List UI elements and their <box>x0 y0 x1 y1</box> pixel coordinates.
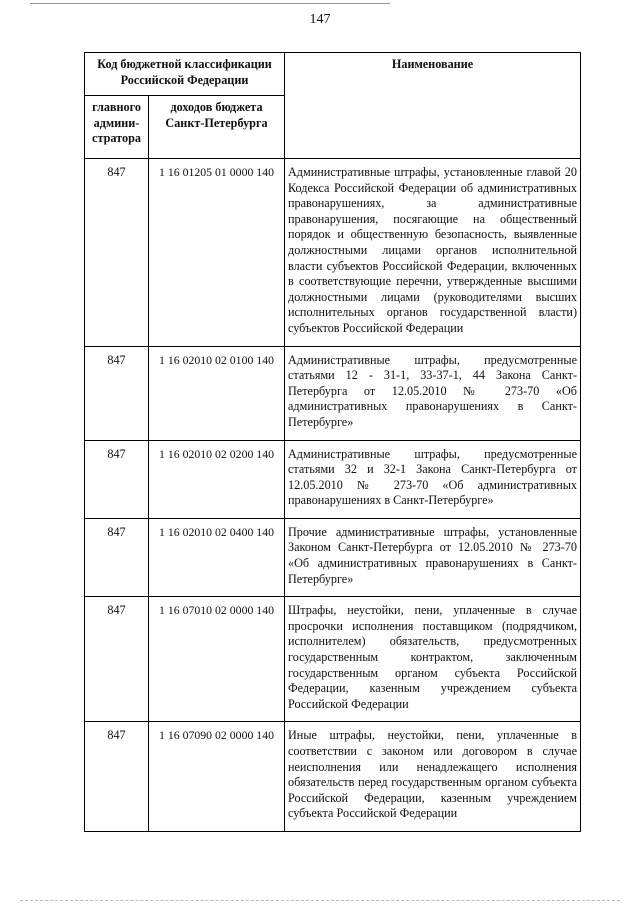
income-code-cell: 1 16 02010 02 0100 140 <box>149 346 285 440</box>
bottom-rule <box>20 900 620 901</box>
table-row <box>85 159 581 347</box>
table-row <box>85 597 581 722</box>
admin-code-cell: 847 <box>85 346 149 440</box>
admin-code-cell: 847 <box>85 518 149 596</box>
name-cell: Административные штрафы, предусмотренные статьями 12 - 31-1, 33-37-1, 44 Закона Санкт-Петербурга от 12.05.2010 № 273-70 «Об административных правонарушениях в Санкт-Петербурге» <box>285 346 581 440</box>
table-row <box>85 722 581 832</box>
header-admin: главного админи-стратора <box>85 96 149 159</box>
income-code-cell: 1 16 07090 02 0000 140 <box>149 722 285 832</box>
header-income: доходов бюджета Санкт-Петербурга <box>149 96 285 159</box>
income-code-cell: 1 16 02010 02 0200 140 <box>149 440 285 518</box>
name-cell: Штрафы, неустойки, пени, уплаченные в случае просрочки исполнения поставщиком (подрядчиком, исполнителем) обязательств, предусмотренных государственным контрактом, заключенным государственным органом субъекта Российской Федерации, казенным учреждением субъекта Российской Федерации <box>285 597 581 722</box>
top-rule <box>30 3 390 4</box>
name-cell: Иные штрафы, неустойки, пени, уплаченные в соответствии с законом или договором в случае неисполнения или ненадлежащего исполнения обязательств перед государственным органом субъекта Российской Федерации, казенным учреждением субъекта Российской Федерации <box>285 722 581 832</box>
header-name: Наименование <box>285 53 581 159</box>
name-cell: Прочие административные штрафы, установленные Законом Санкт-Петербурга от 12.05.2010 № 273-70 «Об административных правонарушениях в Санкт-Петербурге» <box>285 518 581 596</box>
income-code-cell: 1 16 07010 02 0000 140 <box>149 597 285 722</box>
name-cell: Административные штрафы, установленные главой 20 Кодекса Российской Федерации об административных правонарушениях, за административные правонарушения, посягающие на общественный порядок и общественную безопасность, выявленные должностными лицами органов исполнительной власти субъектов Российской Федерации, включенных в соответствующие перечни, утвержденные высшими должностными лицами (руководителями высших исполнительных органов государственной власти) субъектов Российской Федерации <box>285 159 581 347</box>
budget-classification-table <box>84 52 581 832</box>
admin-code-cell: 847 <box>85 440 149 518</box>
header-code-group: Код бюджетной классификации Российской Федерации <box>85 53 285 96</box>
income-code-cell: 1 16 02010 02 0400 140 <box>149 518 285 596</box>
income-code-cell: 1 16 01205 01 0000 140 <box>149 159 285 347</box>
page-number: 147 <box>309 12 331 27</box>
table-row <box>85 518 581 596</box>
name-cell: Административные штрафы, предусмотренные статьями 32 и 32-1 Закона Санкт-Петербурга от 12.05.2010 № 273-70 «Об административных правонарушениях в Санкт-Петербурге» <box>285 440 581 518</box>
admin-code-cell: 847 <box>85 722 149 832</box>
table-row <box>85 346 581 440</box>
table-row <box>85 440 581 518</box>
admin-code-cell: 847 <box>85 159 149 347</box>
admin-code-cell: 847 <box>85 597 149 722</box>
